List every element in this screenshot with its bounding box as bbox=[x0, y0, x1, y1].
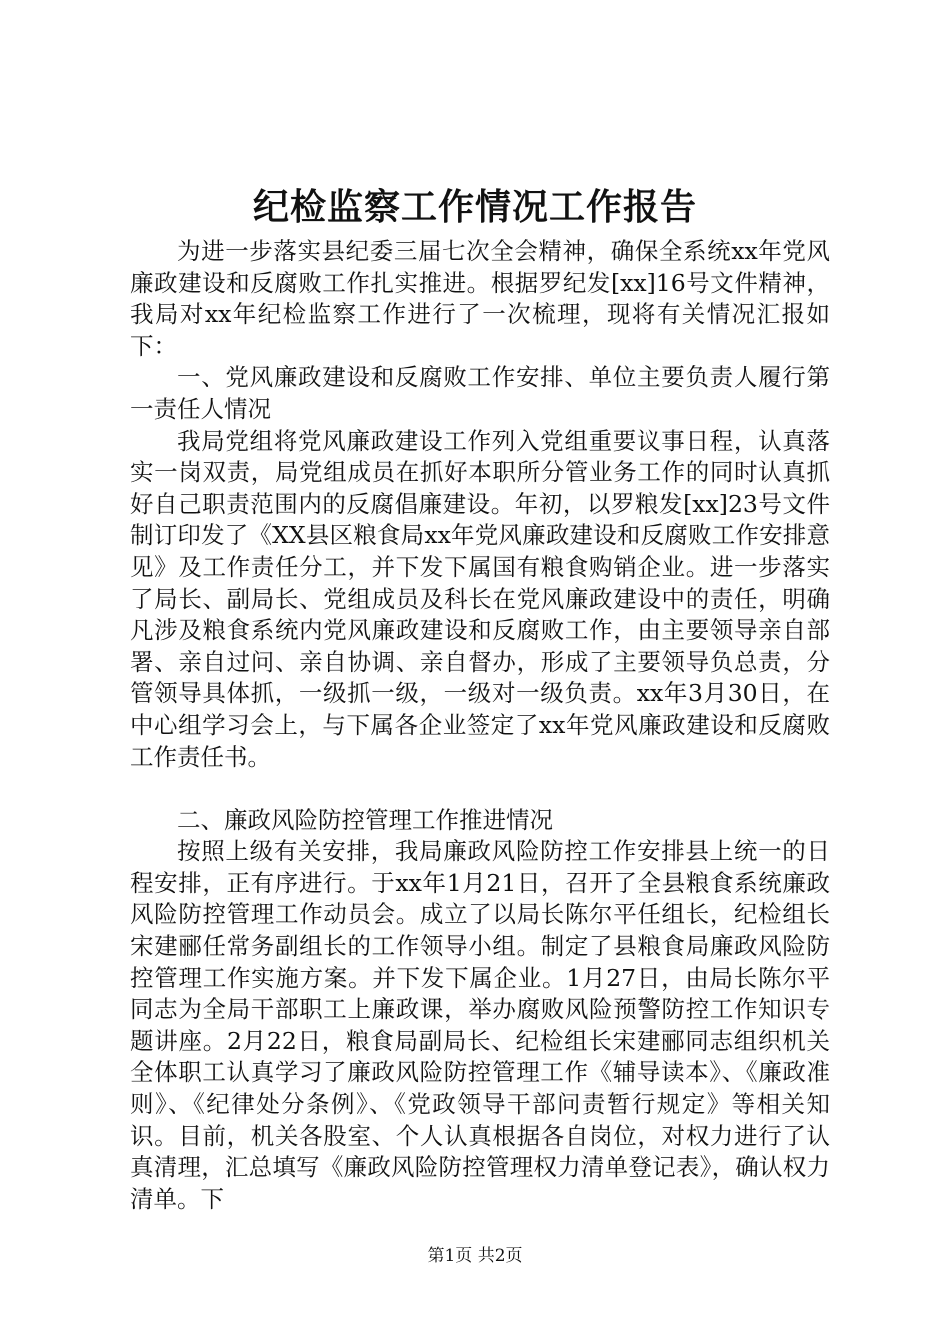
paragraph-intro: 为进一步落实县纪委三届七次全会精神，确保全系统xx年党风廉政建设和反腐败工作扎实推进。根据罗纪发[xx]16号文件精神，我局对xx年纪检监察工作进行了一次梳理，现将有关情况汇报如下： bbox=[130, 237, 830, 360]
page-footer: 第1页 共2页 bbox=[427, 1246, 523, 1266]
section-heading-2: 二、廉政风险防控管理工作推进情况 bbox=[177, 805, 553, 834]
document-body bbox=[130, 236, 830, 1215]
section-heading-1: 一、党风廉政建设和反腐败工作安排、单位主要负责人履行第一责任人情况 bbox=[130, 363, 830, 423]
document-title: 纪检监察工作情况工作报告 bbox=[252, 186, 697, 228]
paragraph-section-2: 按照上级有关安排，我局廉政风险防控工作安排县上统一的日程安排，正有序进行。于xx年1月21日，召开了全县粮食系统廉政风险防控管理工作动员会。成立了以局长陈尔平任组长，纪检组长宋建郦任常务副组长的工作领导小组。制定了县粮食局廉政风险防控管理工作实施方案。并下发下属企业。1月27日，由局长陈尔平同志为全局干部职工上廉政课，举办腐败风险预警防控工作知识专题讲座。2月22日，粮食局副局长、纪检组长宋建郦同志组织机关全体职工认真学习了廉政风险防控管理工作《辅导读本》、《廉政准则》、《纪律处分条例》、《党政领导干部问责暂行规定》等相关知识。目前，机关各股室、个人认真根据各自岗位，对权力进行了认真清理，汇总填写《廉政风险防控管理权力清单登记表》，确认权力清单。下 bbox=[130, 837, 830, 1213]
paragraph-section-1: 我局党组将党风廉政建设工作列入党组重要议事日程，认真落实一岗双责，局党组成员在抓好本职所分管业务工作的同时认真抓好自己职责范围内的反腐倡廉建设。年初，以罗粮发[xx]23号文件制订印发了《XX县区粮食局xx年党风廉政建设和反腐败工作安排意见》及工作责任分工，并下发下属国有粮食购销企业。进一步落实了局长、副局长、党组成员及科长在党风廉政建设中的责任，明确凡涉及粮食系统内党风廉政建设和反腐败工作，由主要领导亲自部署、亲自过问、亲自协调、亲自督办，形成了主要领导负总责，分管领导具体抓，一级抓一级，一级对一级负责。xx年3月30日，在中心组学习会上，与下属各企业签定了xx年党风廉政建设和反腐败工作责任书。 bbox=[130, 426, 830, 771]
